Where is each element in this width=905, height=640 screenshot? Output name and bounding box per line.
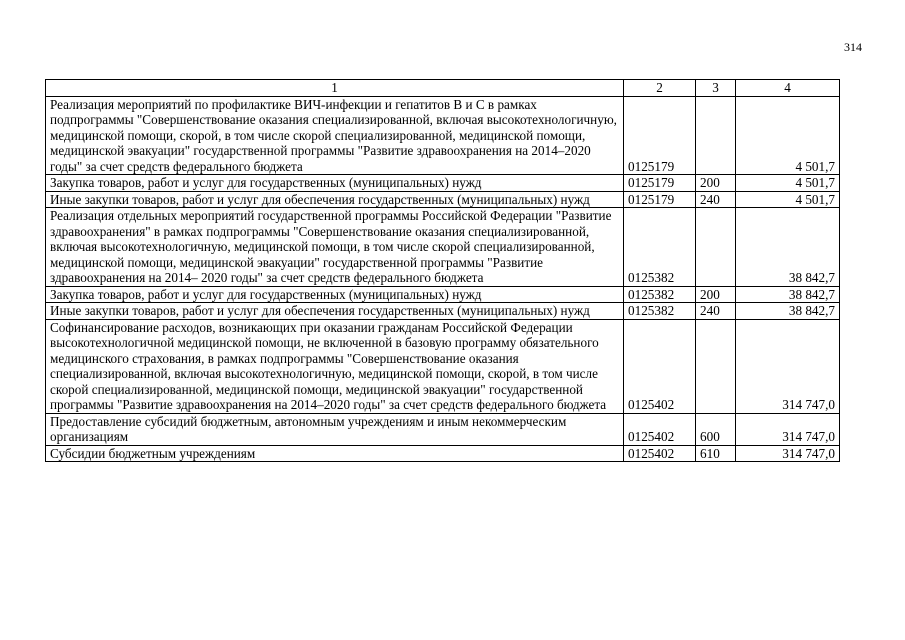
- table-row: [46, 208, 840, 287]
- row-expense-type: 240: [696, 191, 736, 208]
- row-amount: 38 842,7: [736, 208, 840, 287]
- page-number: 314: [844, 40, 862, 54]
- row-target-code: 0125382: [624, 208, 696, 287]
- row-target-code: 0125382: [624, 286, 696, 303]
- row-name: Субсидии бюджетным учреждениям: [46, 445, 624, 462]
- header-col-4: 4: [736, 80, 840, 97]
- row-expense-type: 600: [696, 413, 736, 445]
- row-name: Иные закупки товаров, работ и услуг для обеспечения государственных (муниципальных) нужд: [46, 191, 624, 208]
- row-amount: 38 842,7: [736, 286, 840, 303]
- row-name: Предоставление субсидий бюджетным, автономным учреждениям и иным некоммерческим организациям: [46, 413, 624, 445]
- row-amount: 4 501,7: [736, 175, 840, 192]
- table-row: [46, 413, 840, 445]
- row-name: Софинансирование расходов, возникающих при оказании гражданам Российской Федерации высокотехнологичной медицинской помощи, не включенной в базовую программу обязательного медицинского страхования, в рамках подпрограммы "Совершенствование оказания специализированной, включая высокотехнологичную, медицинской помощи, скорой, в том числе скорой специализированной, медицинской помощи, медицинской эвакуации" государственной программы "Развитие здравоохранения на 2014–2020 годы" за счет средств федерального бюджета: [46, 319, 624, 413]
- row-target-code: 0125402: [624, 413, 696, 445]
- table-row: [46, 96, 840, 175]
- row-name: Реализация отдельных мероприятий государственной программы Российской Федерации "Развитие здравоохранения" в рамках подпрограммы "Совершенствование оказания специализированной, включая высокотехнологичную, медицинской помощи, в том числе скорой специализированной, медицинской помощи, медицинской эвакуации" государственной программы "Развитие здравоохранения на 2014– 2020 годы" за счет средств федерального бюджета: [46, 208, 624, 287]
- table-row: [46, 445, 840, 462]
- table-row: [46, 286, 840, 303]
- table-header-row: [46, 80, 840, 97]
- header-col-3: 3: [696, 80, 736, 97]
- table-row: [46, 191, 840, 208]
- row-target-code: 0125382: [624, 303, 696, 320]
- row-target-code: 0125402: [624, 319, 696, 413]
- row-expense-type: [696, 208, 736, 287]
- row-target-code: 0125179: [624, 175, 696, 192]
- row-amount: 4 501,7: [736, 96, 840, 175]
- budget-table: [45, 79, 840, 462]
- row-amount: 314 747,0: [736, 319, 840, 413]
- row-amount: 314 747,0: [736, 413, 840, 445]
- row-name: Закупка товаров, работ и услуг для государственных (муниципальных) нужд: [46, 286, 624, 303]
- header-col-2: 2: [624, 80, 696, 97]
- row-name: Иные закупки товаров, работ и услуг для обеспечения государственных (муниципальных) нужд: [46, 303, 624, 320]
- row-amount: 38 842,7: [736, 303, 840, 320]
- table-row: [46, 319, 840, 413]
- header-col-1: 1: [46, 80, 624, 97]
- table-row: [46, 175, 840, 192]
- row-expense-type: [696, 319, 736, 413]
- row-expense-type: 200: [696, 286, 736, 303]
- row-target-code: 0125179: [624, 191, 696, 208]
- row-name: Реализация мероприятий по профилактике ВИЧ-инфекции и гепатитов В и С в рамках подпрограммы "Совершенствование оказания специализированной, включая высокотехнологичную, медицинской помощи, скорой, в том числе скорой специализированной, медицинской помощи, медицинской эвакуации" государственной программы "Развитие здравоохранения на 2014–2020 годы" за счет средств федерального бюджета: [46, 96, 624, 175]
- row-name: Закупка товаров, работ и услуг для государственных (муниципальных) нужд: [46, 175, 624, 192]
- row-expense-type: [696, 96, 736, 175]
- row-expense-type: 240: [696, 303, 736, 320]
- row-amount: 314 747,0: [736, 445, 840, 462]
- row-expense-type: 200: [696, 175, 736, 192]
- row-target-code: 0125402: [624, 445, 696, 462]
- row-target-code: 0125179: [624, 96, 696, 175]
- row-expense-type: 610: [696, 445, 736, 462]
- table-row: [46, 303, 840, 320]
- row-amount: 4 501,7: [736, 191, 840, 208]
